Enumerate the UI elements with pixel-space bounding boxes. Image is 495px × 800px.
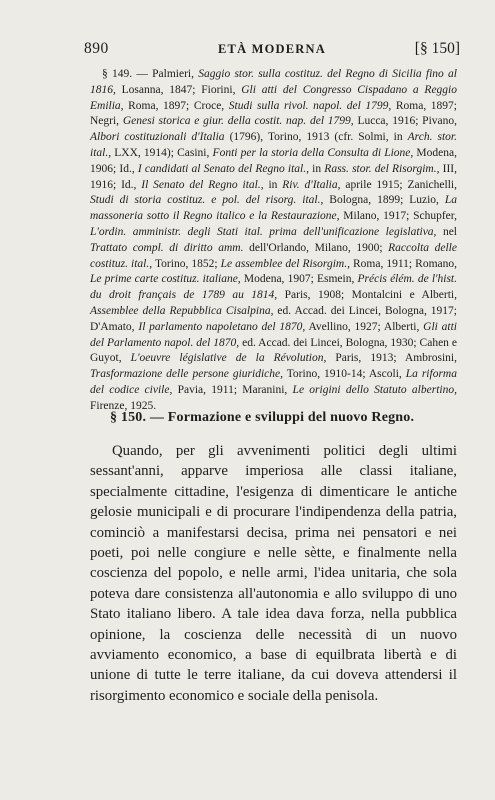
running-title: ETÀ MODERNA (218, 42, 326, 56)
bib-segment: III, 1916; Id., (90, 162, 458, 191)
bib-title: Il Senato del Regno ital., (141, 178, 264, 191)
bib-title: Saggio stor. sulla costituz. del Regno di Sicilia fino al 1816, (90, 68, 457, 96)
bib-title: Assemblee della Repubblica Cisalpina, (90, 304, 274, 317)
bib-title: L'oeuvre législative de la Révolution, (130, 352, 327, 365)
bibliography-note (90, 67, 457, 415)
bib-segment: Firenze, 1925. (90, 399, 157, 412)
bib-title: Riv. d'Italia, (282, 178, 341, 191)
bib-segment: Pavia, 1911; Maranini, (172, 383, 293, 396)
bib-title: Albori costituzionali d'Italia (90, 131, 225, 144)
bib-title: Le origini dello Statuto albertino, (292, 383, 457, 396)
bib-title: Le assemblee del Risorgim., (220, 257, 350, 270)
bib-title: Précis élém. de l'hist. du droit français de 1789 au 1814, (90, 273, 458, 302)
bib-segment: Modena, 1907; Esmein, (240, 273, 358, 286)
bib-segment: dell'Orlando, Milano, 1900; (243, 241, 389, 254)
bib-title: Fonti per la storia della Consulta di Lione, (212, 146, 414, 159)
bib-title: La massoneria sotto il Regno italico e la Restaurazione, (90, 194, 457, 223)
bib-segment: Paris, 1908; Montalcini e Alberti, (277, 289, 457, 302)
bib-segment: Losanna, 1847; Fiorini, (115, 83, 242, 96)
section-heading: § 150. — Formazione e sviluppi del nuovo Regno. (110, 410, 415, 425)
bib-title: Studi di storia costituz. e pol. del risorg. ital., (90, 194, 324, 207)
section-body-paragraph: Quando, per gli avvenimenti politici degli ultimi sessant'anni, apparve imperiosa alle classi italiane, specialmente cittadine, l'esigenza di dimenticare le antiche gelosie municipali e di procurare l'indipendenza della patria, cominciò a manifestarsi decisa, prima nei pensatori e nei poeti, poi nelle congiure e nelle sètte, e finalmente nella coscienza del popolo, e nelle armi, l'idea unitaria, che sola poteva dare consistenza all'autonomia e allo sviluppo di uno Stato italiano libero. A tale idea dava forza, nella pubblica opinione, la coscienza delle necessità di un nuovo avviamento economico, a base di equilbrata libertà e di unione di tutte le terre italiane, da cui doveva attendersi il risorgimento economico e sociale della penisola. (90, 443, 457, 704)
bib-segment: Torino, 1852; (152, 257, 221, 270)
bib-title: Il parlamento napoletano del 1870, (138, 320, 306, 333)
bib-segment: in (308, 162, 325, 175)
bib-segment: (1796), Torino, 1913 (cfr. Solmi, in (224, 131, 408, 144)
bib-segment: Modena, 1906; Id., (90, 146, 457, 175)
bib-segment: Roma, 1911; Romano, (349, 257, 458, 270)
bib-title: Raccolta delle costituz. ital., (90, 241, 457, 270)
bib-segment: Bologna, 1899; Luzio, (323, 194, 445, 207)
bib-segment: § 149. — Palmieri, (102, 68, 199, 80)
bib-segment: LXX, 1914); Casini, (111, 146, 213, 159)
bib-segment: aprile 1915; Zanichelli, (340, 178, 457, 191)
bib-title: Trasformazione delle persone giuridiche, (90, 368, 283, 381)
bib-segment: Avellino, 1927; Alberti, (305, 320, 424, 333)
bib-title: I candidati al Senato del Regno ital., (137, 162, 309, 175)
bib-segment: nel (436, 225, 457, 238)
bib-title: Arch. stor. ital., (90, 131, 457, 159)
bib-segment: Torino, 1910-14; Ascoli, (282, 368, 406, 381)
bib-title: Gli atti del Parlamento napol. del 1870, (90, 320, 457, 349)
bib-segment: ed. Accad. dei Lincei, Bologna, 1917; D'Amato, (90, 304, 457, 333)
bib-title: Gli atti del Congresso Cispadano a Reggio Emilia, (90, 83, 457, 112)
bib-segment: Roma, 1897; Negri, (90, 99, 457, 128)
bib-title: L'ordin. amministr. degli Stati ital. prima dell'unificazione legislativa, (90, 225, 437, 238)
bib-title: La riforma del codice civile, (90, 368, 457, 396)
section-reference: [§ 150] (414, 40, 460, 57)
bib-segment: Milano, 1917; Schupfer, (339, 210, 457, 223)
page-header (84, 40, 460, 60)
bib-segment: Roma, 1897; Croce, (123, 99, 229, 112)
bib-segment: ed. Accad. dei Lincei, Bologna, 1930; Cahen e Guyot, (90, 336, 457, 365)
bib-segment: Lucca, 1916; Pivano, (353, 115, 457, 128)
bib-title: Trattato compl. di diritto amm. (90, 241, 244, 254)
bib-title: Rass. stor. del Risorgim., (324, 162, 440, 175)
bib-title: Le prime carte costituz. italiane, (90, 273, 241, 286)
bib-segment: in (263, 178, 283, 191)
bib-title: Studi sulla rivol. napol. del 1799, (228, 99, 392, 112)
bib-segment: Paris, 1913; Ambrosini, (326, 352, 457, 365)
bib-title: Genesi storica e giur. della costit. nap. del 1799, (122, 115, 354, 128)
page-number: 890 (84, 40, 109, 57)
